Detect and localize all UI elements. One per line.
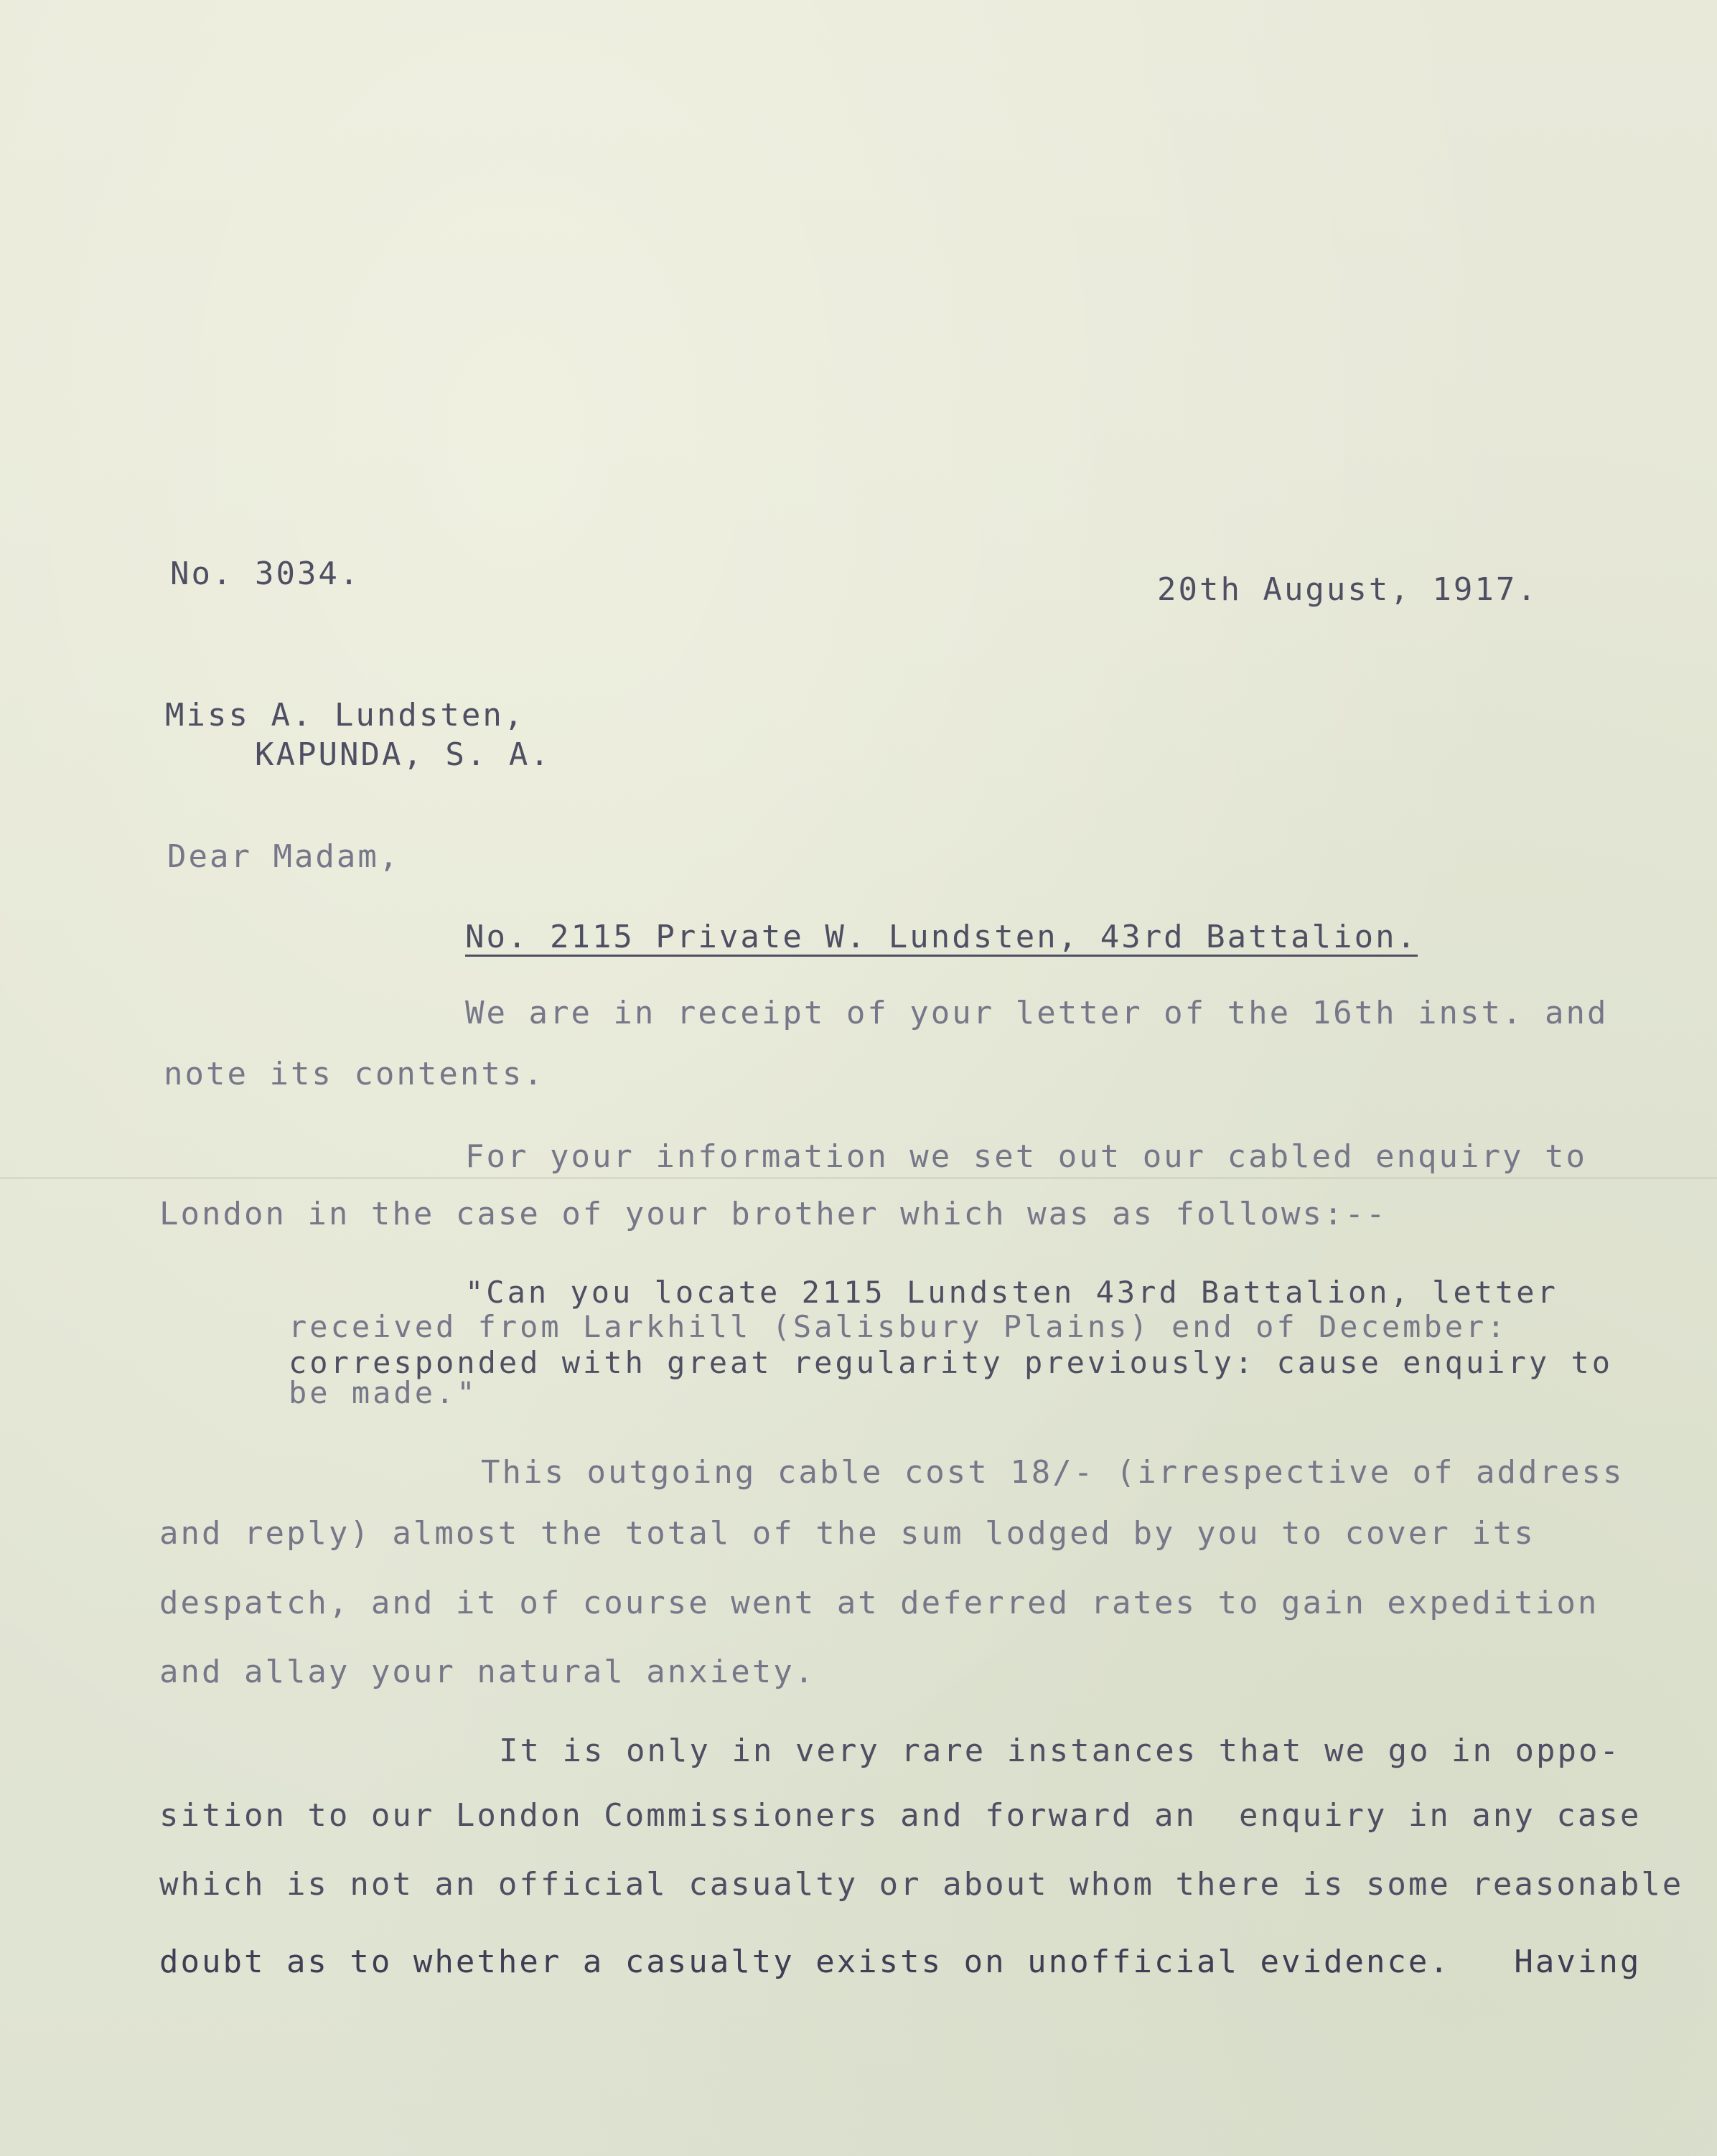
paragraph-5-line-2: sition to our London Commissioners and forward an enquiry in any case	[159, 1797, 1642, 1834]
cable-quote-line-4: be made."	[289, 1375, 478, 1410]
paragraph-5-line-4: doubt as to whether a casualty exists on unofficial evidence. Having	[159, 1944, 1642, 1980]
recipient-place: KAPUNDA, S. A.	[255, 736, 551, 773]
paragraph-2-line-2: London in the case of your brother which was as follows:--	[159, 1196, 1388, 1232]
cable-quote-line-3: corresponded with great regularity previously: cause enquiry to	[289, 1345, 1614, 1380]
cable-quote-line-2: received from Larkhill (Salisbury Plains) end of December:	[289, 1309, 1508, 1344]
recipient-name: Miss A. Lundsten,	[165, 697, 525, 733]
paper-fold-line	[0, 1177, 1717, 1179]
paragraph-1-line-2: note its contents.	[164, 1056, 545, 1092]
reference-number: No. 3034.	[170, 556, 361, 592]
letter-date: 20th August, 1917.	[1157, 571, 1538, 608]
paragraph-4-line-2: and reply) almost the total of the sum lodged by you to cover its	[159, 1515, 1535, 1552]
paragraph-2-line-1: For your information we set out our cabled enquiry to	[465, 1138, 1587, 1175]
paragraph-4-line-1: This outgoing cable cost 18/- (irrespective of address	[481, 1454, 1624, 1491]
paragraph-5-line-3: which is not an official casualty or about whom there is some reasonable	[159, 1866, 1684, 1903]
salutation: Dear Madam,	[167, 838, 401, 875]
subject-line: No. 2115 Private W. Lundsten, 43rd Battalion.	[465, 919, 1418, 955]
paragraph-4-line-4: and allay your natural anxiety.	[159, 1654, 816, 1690]
cable-quote-line-1: "Can you locate 2115 Lundsten 43rd Battalion, letter	[465, 1275, 1558, 1310]
paragraph-1-line-1: We are in receipt of your letter of the 16th inst. and	[465, 995, 1609, 1031]
paragraph-4-line-3: despatch, and it of course went at deferred rates to gain expedition	[159, 1585, 1599, 1621]
paragraph-5-line-1: It is only in very rare instances that we go in oppo-	[499, 1733, 1621, 1769]
